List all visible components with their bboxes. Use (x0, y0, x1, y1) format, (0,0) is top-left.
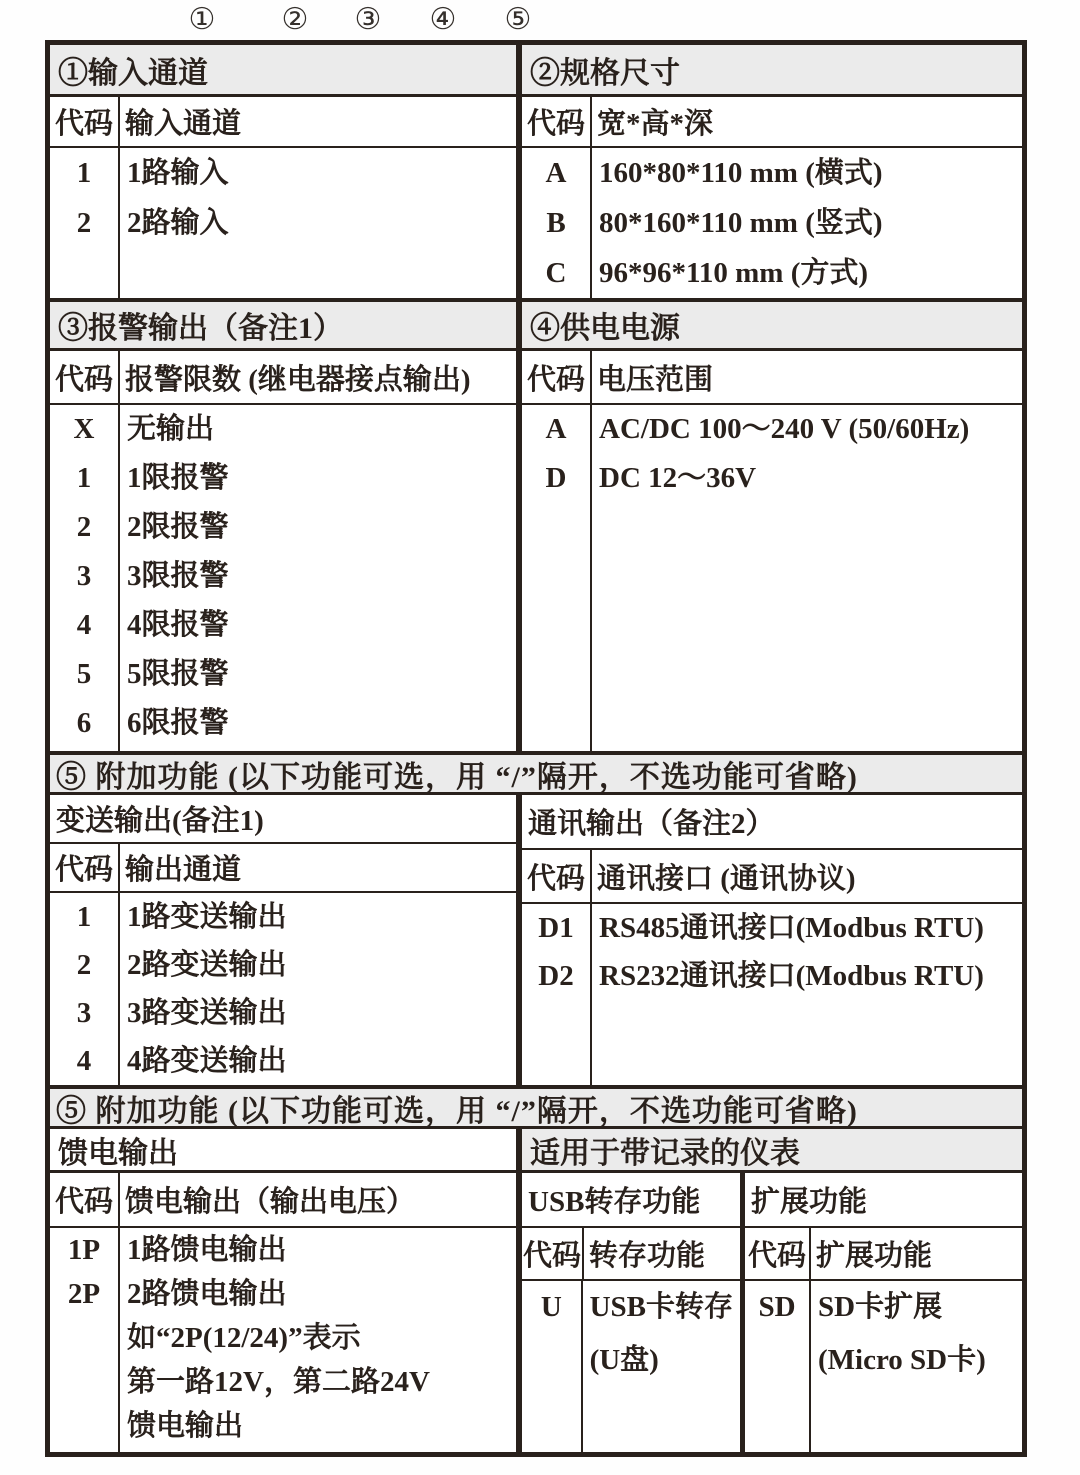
data-area (522, 405, 1022, 751)
desc-value: 3限报警 (127, 560, 229, 592)
section-title-size: ②规格尺寸 (522, 45, 1022, 97)
code-value: D2 (538, 960, 574, 992)
column-header-row (522, 351, 1022, 405)
code-value: 2P (67, 1278, 101, 1310)
code-column-header: 代码 (522, 97, 592, 146)
panel-input-channel (50, 45, 516, 298)
desc-value: 无输出 (127, 413, 215, 445)
code-column (50, 148, 120, 298)
column-header-row (50, 97, 516, 148)
desc-value: 4路变送输出 (127, 1045, 287, 1077)
data-area (522, 148, 1022, 298)
panel-feed-output (50, 1129, 516, 1452)
code-value: X (73, 413, 95, 445)
usb-subtitle: USB转存功能 (522, 1173, 740, 1228)
desc-value: DC 12～36V (599, 462, 757, 494)
subsection-title-record: 适用于带记录的仪表 (522, 1129, 1022, 1173)
section-alarm-and-power (50, 298, 1022, 751)
code-column-header: 代码 (50, 1173, 120, 1226)
desc-column (120, 893, 516, 1085)
code-value: D (545, 462, 567, 494)
desc-column (120, 1228, 516, 1452)
marker-3: ③ (354, 3, 382, 36)
desc-value: 1路馈电输出 (127, 1234, 287, 1266)
panel-transmit-output (50, 795, 516, 1085)
desc-column (583, 1281, 740, 1452)
data-area (50, 148, 516, 298)
code-column (522, 405, 592, 751)
desc-value: (Micro SD卡) (818, 1344, 986, 1376)
subsection-title-transmit: 变送输出(备注1) (50, 795, 516, 844)
ext-subtitle: 扩展功能 (745, 1173, 1022, 1228)
code-column (522, 1281, 583, 1452)
marker-2: ② (281, 3, 309, 36)
addon-function-band-1: ⑤ 附加功能 (以下功能可选，用 “/”隔开，不选功能可省略) (50, 751, 1022, 795)
desc-column-header: 报警限数 (继电器接点输出) (125, 363, 471, 396)
column-header-row (50, 1173, 516, 1228)
subsection-title-comm: 通讯输出（备注2） (522, 795, 1022, 850)
marker-4: ④ (429, 3, 457, 36)
code-value: SD (758, 1291, 796, 1323)
desc-value: 5限报警 (127, 658, 229, 690)
marker-5: ⑤ (504, 3, 532, 36)
code-column (50, 405, 120, 751)
desc-value: 4限报警 (127, 609, 229, 641)
desc-column (592, 148, 1022, 298)
code-column (50, 893, 120, 1085)
record-split (522, 1173, 1022, 1452)
code-value: 1 (76, 901, 92, 933)
desc-column (120, 405, 516, 751)
desc-column (120, 148, 516, 298)
panel-usb-dump (522, 1173, 740, 1452)
code-column-header: 代码 (50, 351, 120, 403)
code-value: 5 (76, 658, 92, 690)
desc-value: 2路输入 (127, 207, 229, 239)
desc-value: 2路馈电输出 (127, 1278, 287, 1310)
code-column (50, 1228, 120, 1452)
data-area (50, 893, 516, 1085)
code-value: 2 (76, 511, 92, 543)
desc-value: USB卡转存 (589, 1291, 733, 1323)
code-value: 1P (67, 1234, 101, 1266)
desc-column (811, 1281, 1022, 1452)
desc-value: 2限报警 (127, 511, 229, 543)
data-area (50, 1228, 516, 1452)
code-column (745, 1281, 811, 1452)
code-column-header: 代码 (522, 1228, 584, 1279)
desc-value: RS485通讯接口(Modbus RTU) (599, 912, 984, 944)
code-value: 3 (76, 997, 92, 1029)
data-area (522, 904, 1022, 1085)
column-header-row (522, 97, 1022, 148)
desc-value: 6限报警 (127, 707, 229, 739)
code-value: 6 (76, 707, 92, 739)
code-value: D1 (538, 912, 574, 944)
desc-value: 第一路12V，第二路24V (127, 1366, 430, 1398)
desc-column-header: 通讯接口 (通讯协议) (597, 862, 856, 895)
desc-value: 如“2P(12/24)”表示 (127, 1322, 361, 1354)
panel-alarm-output (50, 302, 516, 751)
desc-column-header: 扩展功能 (816, 1240, 933, 1272)
desc-column (592, 405, 1022, 751)
code-value: 2 (76, 949, 92, 981)
section-input-and-size (50, 45, 1022, 298)
data-area (745, 1281, 1022, 1452)
panel-power-supply (522, 302, 1022, 751)
column-header-row (745, 1228, 1022, 1281)
code-value: 1 (76, 462, 92, 494)
column-header-row (522, 1228, 740, 1281)
desc-column-header: 电压范围 (597, 363, 714, 396)
desc-value: RS232通讯接口(Modbus RTU) (599, 960, 984, 992)
desc-value: 160*80*110 mm (横式) (599, 157, 883, 189)
column-header-row (522, 850, 1022, 904)
subsection-title-feed: 馈电输出 (50, 1129, 516, 1173)
data-area (522, 1281, 740, 1452)
code-column-header: 代码 (50, 97, 120, 146)
desc-column-header: 馈电输出（输出电压） (125, 1186, 416, 1218)
desc-value: (U盘) (589, 1344, 659, 1376)
code-value: A (545, 157, 567, 189)
code-value: 4 (76, 1045, 92, 1077)
marker-1: ① (188, 3, 216, 36)
code-value: 4 (76, 609, 92, 641)
section-title-power: ④供电电源 (522, 302, 1022, 351)
panel-sd-extension (745, 1173, 1022, 1452)
desc-column-header: 输出通道 (125, 854, 242, 887)
order-code-markers (0, 0, 1080, 40)
panel-recording-features (522, 1129, 1022, 1452)
code-column-header: 代码 (522, 850, 592, 902)
section-title-input: ①输入通道 (50, 45, 516, 97)
section-title-alarm: ③报警输出（备注1） (50, 302, 516, 351)
panel-comm-output (522, 795, 1022, 1085)
desc-value: 3路变送输出 (127, 997, 287, 1029)
desc-column-header: 输入通道 (125, 108, 242, 140)
code-column-header: 代码 (745, 1228, 811, 1279)
section-transmit-and-comm (50, 795, 1022, 1085)
desc-value: 1限报警 (127, 462, 229, 494)
column-header-row (50, 844, 516, 893)
desc-column-header: 转存功能 (589, 1240, 706, 1272)
code-value: A (545, 413, 567, 445)
desc-value: SD卡扩展 (818, 1291, 943, 1323)
desc-value: 1路变送输出 (127, 901, 287, 933)
code-value: U (540, 1291, 562, 1323)
desc-column-header: 宽*高*深 (597, 108, 714, 140)
addon-function-band-2: ⑤ 附加功能 (以下功能可选，用 “/”隔开，不选功能可省略) (50, 1085, 1022, 1129)
code-value: B (546, 207, 566, 239)
desc-value: 80*160*110 mm (竖式) (599, 207, 883, 239)
code-value: 3 (76, 560, 92, 592)
desc-value: 馈电输出 (127, 1410, 244, 1442)
panel-dimensions (522, 45, 1022, 298)
section-feed-and-record (50, 1129, 1022, 1452)
code-value: 1 (76, 157, 92, 189)
code-column (522, 148, 592, 298)
ordering-code-table (45, 40, 1027, 1457)
desc-value: AC/DC 100～240 V (50/60Hz) (599, 413, 970, 445)
desc-column (592, 904, 1022, 1085)
desc-value: 1路输入 (127, 157, 229, 189)
code-value: 2 (76, 207, 92, 239)
data-area (50, 405, 516, 751)
code-column (522, 904, 592, 1085)
desc-value: 96*96*110 mm (方式) (599, 257, 869, 289)
code-column-header: 代码 (50, 844, 120, 891)
code-value: C (545, 257, 567, 289)
code-column-header: 代码 (522, 351, 592, 403)
column-header-row (50, 351, 516, 405)
desc-value: 2路变送输出 (127, 949, 287, 981)
